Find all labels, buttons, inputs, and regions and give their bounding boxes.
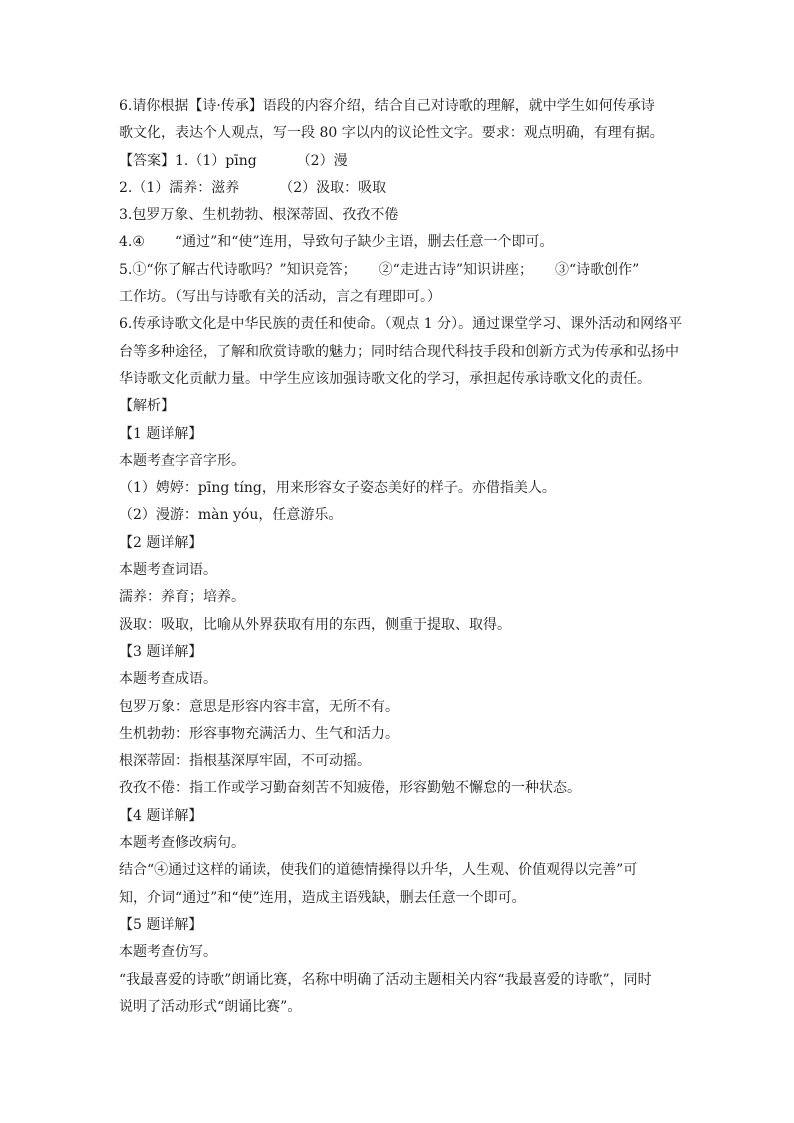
document-body: [119, 93, 684, 1021]
q3-item-1: 包罗万象：意思是形容内容丰富，无所不有。: [119, 698, 399, 715]
q4-line-1: 结合“④通过这样的诵读，使我们的道德情操得以升华，人生观、价值观得以完善”可: [119, 862, 638, 879]
q3-intro: 本题考查成语。: [119, 671, 217, 688]
answer-5-2: ②“走进古诗”知识讲座；: [378, 261, 533, 278]
answer-line-6c: 华诗歌文化贡献力量。中学生应该加强诗歌文化的学习，承担起传承诗歌文化的责任。: [119, 370, 651, 387]
q3-heading: 【3 题详解】: [119, 643, 203, 660]
answer-line-3: 3.包罗万象、生机勃勃、根深蒂固、孜孜不倦: [119, 207, 399, 224]
answer-line-1: [119, 148, 684, 175]
q5-line-1: “我最喜爱的诗歌”朗诵比赛，名称中明确了活动主题相关内容“我最喜爱的诗歌”，同时: [119, 971, 652, 988]
question-6-line-2: 歌文化，表达个人观点，写一段 80 字以内的议论性文字。要求：观点明确，有理有据。: [119, 125, 664, 142]
q3-item-3: 根深蒂固：指根基深厚牢固，不可动摇。: [119, 753, 371, 770]
answer-1-2: （2）漫: [296, 152, 348, 169]
q1-item-2: （2）漫游：màn yóu，任意游乐。: [119, 507, 343, 524]
question-6-line-1: 6.请你根据【诗·传承】语段的内容介绍，结合自己对诗歌的理解，就中学生如何传承诗: [119, 98, 655, 114]
q2-item-1: 濡养：养育；培养。: [119, 589, 245, 606]
answer-line-2: [119, 175, 684, 202]
answer-4-1: 4.④: [119, 234, 145, 251]
q1-item-1: （1）娉婷：pīng tíng，用来形容女子姿态美好的样子。亦借指美人。: [119, 480, 556, 497]
q4-heading: 【4 题详解】: [119, 807, 203, 824]
answer-line-4: [119, 229, 684, 256]
answer-2-2: （2）汲取：吸取: [279, 179, 387, 196]
q5-heading: 【5 题详解】: [119, 916, 203, 933]
answer-4-2: “通过”和“使”连用，导致句子缺少主语，删去任意一个即可。: [174, 234, 554, 251]
q1-intro: 本题考查字音字形。: [119, 452, 245, 469]
q5-intro: 本题考查仿写。: [119, 944, 217, 961]
q2-item-2: 汲取：吸取，比喻从外界获取有用的东西，侧重于提取、取得。: [119, 616, 511, 633]
answer-5-3: ③“诗歌创作”: [555, 261, 640, 278]
analysis-label: 【解析】: [119, 398, 175, 415]
q5-line-2: 说明了活动形式“朗诵比赛”。: [119, 998, 302, 1015]
q3-item-2: 生机勃勃：形容事物充满活力、生气和活力。: [119, 725, 399, 742]
q2-intro: 本题考查词语。: [119, 562, 217, 579]
answer-line-5b: 工作坊。（写出与诗歌有关的活动，言之有理即可。）: [119, 289, 441, 306]
q3-item-4: 孜孜不倦：指工作或学习勤奋刻苦不知疲倦，形容勤勉不懈怠的一种状态。: [119, 780, 581, 797]
answer-line-6b: 台等多种途径，了解和欣赏诗歌的魅力；同时结合现代科技手段和创新方式为传承和弘扬中: [119, 343, 679, 360]
answer-line-6a: 6.传承诗歌文化是中华民族的责任和使命。（观点 1 分）。通过课堂学习、课外活动和网络平: [119, 316, 683, 333]
answer-5-1: 5.①“你了解古代诗歌吗？”知识竞答；: [119, 261, 357, 278]
answer-line-5: [119, 257, 684, 284]
q4-line-2: 知，介词“通过”和“使”连用，造成主语残缺，删去任意一个即可。: [119, 889, 526, 906]
answer-2-1: 2.（1）濡养：滋养: [119, 179, 240, 196]
q1-heading: 【1 题详解】: [119, 425, 203, 442]
q4-intro: 本题考查修改病句。: [119, 835, 245, 852]
answer-label-1-1: 【答案】1.（1）pīng: [119, 152, 257, 169]
q2-heading: 【2 题详解】: [119, 534, 203, 551]
